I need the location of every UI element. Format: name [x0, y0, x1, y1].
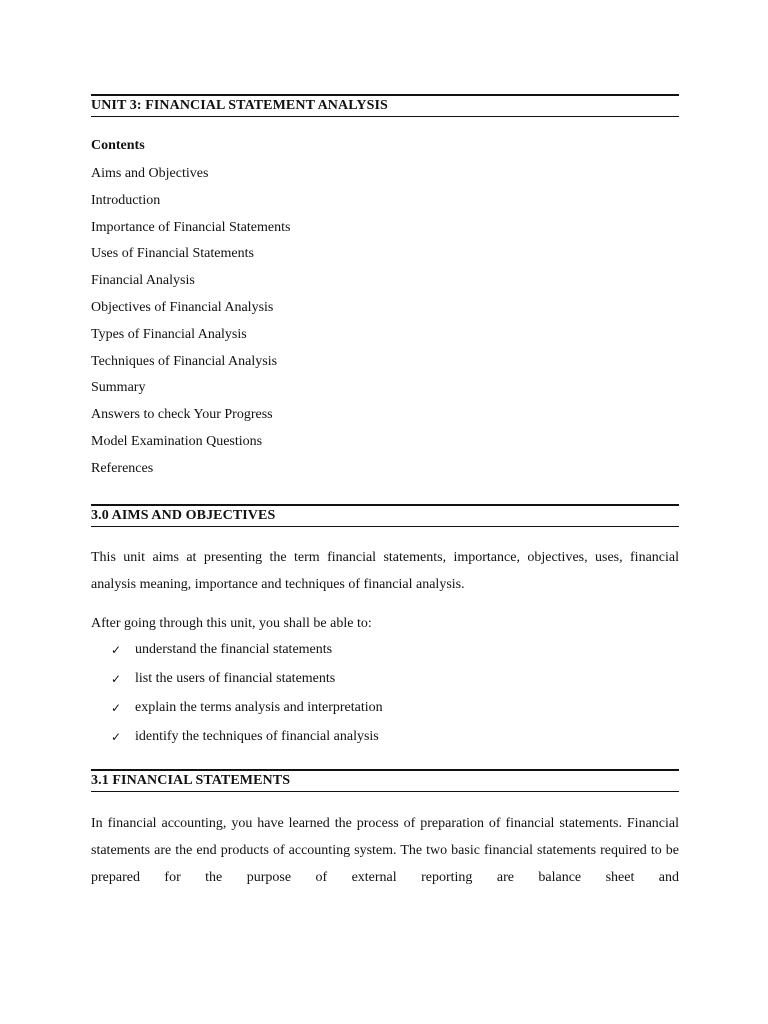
- contents-item: Importance of Financial Statements: [91, 219, 291, 235]
- section-heading-aims: 3.0 AIMS AND OBJECTIVES: [91, 504, 679, 527]
- objective-text: list the users of financial statements: [135, 671, 336, 686]
- section-heading-financial-statements: 3.1 FINANCIAL STATEMENTS: [91, 769, 679, 792]
- contents-item: Introduction: [91, 192, 161, 208]
- check-mark-icon: ✓: [111, 701, 122, 715]
- contents-item: Aims and Objectives: [91, 166, 209, 181]
- aims-paragraph: This unit aims at presenting the term financial statements, importance, objectives, uses, financial analysis meaning, importance and techniques of financial analysis.: [91, 550, 679, 592]
- contents-item: Types of Financial Analysis: [91, 326, 247, 342]
- contents-item: Model Examination Questions: [91, 433, 263, 449]
- contents-title: Contents: [91, 138, 145, 153]
- document-page: [91, 0, 679, 1024]
- unit-heading: UNIT 3: FINANCIAL STATEMENT ANALYSIS: [91, 94, 679, 117]
- objective-item: [111, 698, 383, 727]
- contents-item: References: [91, 460, 154, 476]
- check-mark-icon: ✓: [111, 643, 122, 657]
- objectives-list: [111, 640, 383, 756]
- contents-list: [91, 164, 290, 486]
- contents-item: Objectives of Financial Analysis: [91, 299, 274, 315]
- aims-intro: After going through this unit, you shall be able to:: [91, 616, 372, 631]
- objective-item: [111, 640, 383, 669]
- objective-text: identify the techniques of financial analysis: [135, 729, 379, 744]
- objective-item: [111, 727, 383, 756]
- contents-item: Techniques of Financial Analysis: [91, 353, 278, 369]
- financial-statements-paragraph: In financial accounting, you have learned the process of preparation of financial statements. Financial statements are the end products of accounting system. The two basic financial statements required to be prepared for the purpose of external reporting are balance sheet and: [91, 816, 679, 885]
- contents-item: Uses of Financial Statements: [91, 246, 254, 262]
- objective-item: [111, 669, 383, 698]
- contents-item: Summary: [91, 380, 146, 396]
- objective-text: explain the terms analysis and interpretation: [135, 700, 383, 715]
- objective-text: understand the financial statements: [135, 642, 333, 657]
- contents-item: Financial Analysis: [91, 273, 195, 289]
- check-mark-icon: ✓: [111, 672, 122, 686]
- contents-item: Answers to check Your Progress: [91, 407, 273, 423]
- check-mark-icon: ✓: [111, 730, 122, 744]
